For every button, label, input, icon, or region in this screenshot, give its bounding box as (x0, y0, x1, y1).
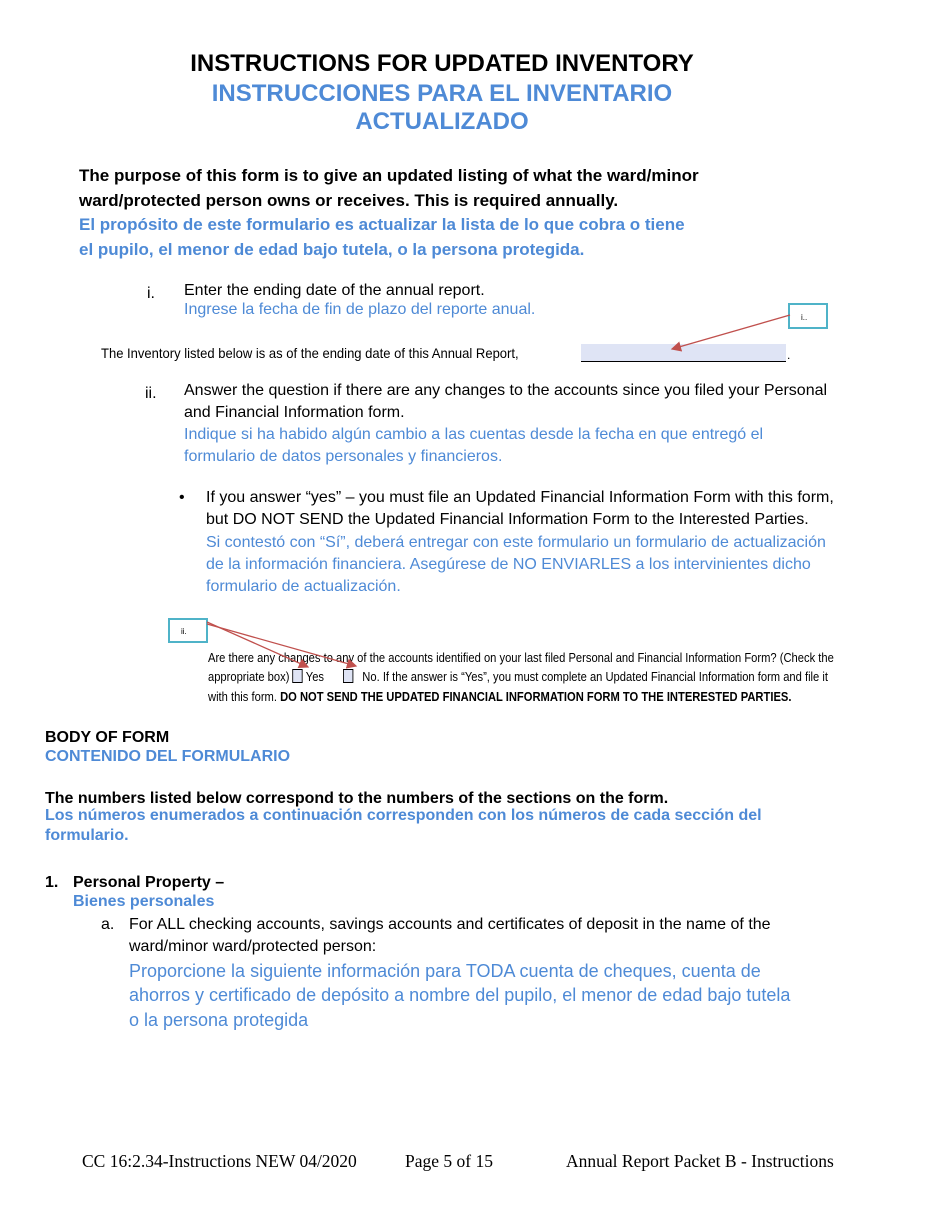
item-ii-line1: Answer the question if there are any changes to the accounts since you filed your Personal (184, 382, 828, 399)
footer-page-number: Page 5 of 15 (405, 1151, 493, 1171)
body-of-form-heading-spanish: CONTENIDO DEL FORMULARIO (45, 748, 291, 765)
item-ii-spanish-line1: Indique si ha habido algún cambio a las cuentas desde la fecha en que entregó el (184, 426, 764, 443)
arrow-callout-i (672, 315, 790, 349)
purpose-spanish-line2: el pupilo, el menor de edad bajo tutela, o la persona protegida. (79, 240, 585, 259)
item-ii-marker: ii. (145, 385, 157, 402)
section-1-number: 1. (45, 874, 59, 891)
purpose-line1: The purpose of this form is to give an updated listing of what the ward/minor (79, 166, 699, 185)
form-snippet-inventory-date-text: The Inventory listed below is as of the ending date of this Annual Report, (101, 345, 519, 361)
callout-i: i.. (788, 303, 828, 329)
section-1-heading: Personal Property – (73, 874, 225, 891)
numbers-note: The numbers listed below correspond to the numbers of the sections on the form. (45, 790, 669, 807)
section-1a-spanish-line3: o la persona protegida (129, 1010, 309, 1030)
field-period: . (787, 348, 791, 362)
bullet-spanish-line2: de la información financiera. Asegúrese de NO ENVIARLES a los intervinientes dicho (206, 556, 811, 573)
item-i-marker: i. (147, 285, 155, 302)
section-1a-line2: ward/minor ward/protected person: (129, 938, 377, 955)
item-ii-spanish-line2: formulario de datos personales y financieros. (184, 448, 503, 465)
section-1a-marker: a. (101, 916, 115, 933)
yes-label: Yes (305, 669, 325, 684)
section-1a-line1: For ALL checking accounts, savings accounts and certificates of deposit in the name of the (129, 916, 771, 933)
form-question-line1: Are there any changes to any of the accounts identified on your last filed Personal and Financial Information Form? (Check the (208, 650, 834, 665)
section-1a-spanish-line1: Proporcione la siguiente información para TODA cuenta de cheques, cuenta de (129, 961, 761, 981)
item-ii-line2: and Financial Information form. (184, 404, 405, 421)
item-i-spanish: Ingrese la fecha de fin de plazo del reporte anual. (184, 301, 536, 318)
footer-form-id: CC 16:2.34-Instructions NEW 04/2020 (82, 1151, 357, 1171)
bullet-line1: If you answer “yes” – you must file an Updated Financial Information Form with this form, (206, 489, 834, 506)
body-of-form-heading: BODY OF FORM (45, 729, 170, 746)
bullet-symbol: • (179, 489, 185, 506)
footer-packet-name: Annual Report Packet B - Instructions (566, 1151, 834, 1171)
page-title-spanish-line2: ACTUALIZADO (355, 108, 529, 135)
bullet-line2: but DO NOT SEND the Updated Financial Information Form to the Interested Parties. (206, 511, 809, 528)
form-question-with-this-form: with this form. (208, 689, 277, 704)
form-question-appropriate-box: appropriate box) (208, 669, 290, 684)
numbers-note-spanish-line1: Los números enumerados a continuación corresponden con los números de cada sección del (45, 807, 762, 824)
form-question-do-not-send: DO NOT SEND THE UPDATED FINANCIAL INFORMATION FORM TO THE INTERESTED PARTIES. (280, 689, 792, 704)
page-title-spanish-line1: INSTRUCCIONES PARA EL INVENTARIO (211, 80, 673, 107)
callout-ii: ii. (168, 618, 208, 643)
section-1a-spanish-line2: ahorros y certificado de depósito a nombre del pupilo, el menor de edad bajo tutela (129, 985, 791, 1005)
purpose-line2: ward/protected person owns or receives. This is required annually. (79, 191, 619, 210)
form-question-if-yes: If the answer is “Yes”, you must complete an Updated Financial Information form and file it (382, 669, 828, 684)
numbers-note-spanish-line2: formulario. (45, 827, 129, 844)
item-i-text: Enter the ending date of the annual report. (184, 282, 485, 299)
purpose-spanish-line1: El propósito de este formulario es actualizar la lista de lo que cobra o tiene (79, 215, 685, 234)
page-title: INSTRUCTIONS FOR UPDATED INVENTORY (190, 50, 694, 77)
no-label: No. (362, 669, 380, 684)
bullet-spanish-line3: formulario de actualización. (206, 578, 401, 595)
arrow-callout-ii-no (207, 624, 356, 666)
section-1-heading-spanish: Bienes personales (73, 893, 215, 910)
bullet-spanish-line1: Si contestó con “Sí”, deberá entregar con este formulario un formulario de actualización (206, 534, 826, 551)
